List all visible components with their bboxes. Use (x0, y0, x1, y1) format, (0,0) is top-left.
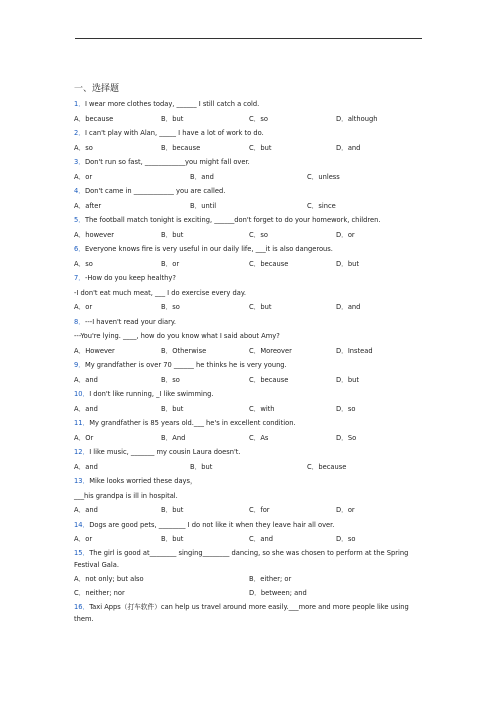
option-b[interactable]: B．but (161, 230, 184, 239)
question-number: 8． (74, 317, 85, 326)
question-text: I can't play with Alan, _____ I have a lot of work to do. (84, 129, 264, 137)
question-4 (74, 184, 426, 199)
option-b[interactable]: B．but (161, 404, 184, 413)
options-8 (74, 344, 426, 359)
question-number: 16． (74, 602, 90, 611)
question-number: 10． (74, 390, 90, 398)
question-text: Everyone knows fire is very useful in our daily life, ___it is also dangerous. (84, 245, 333, 253)
option-b[interactable]: B．until (190, 201, 217, 210)
option-a[interactable]: A．and (74, 506, 98, 514)
option-d[interactable]: D．so (336, 404, 356, 413)
question-number: 12． (74, 448, 90, 456)
option-c[interactable]: C．but (249, 303, 272, 311)
option-a[interactable]: A．not only; but also (74, 574, 144, 583)
question-text: I wear more clothes today, ______ I still catch a cold. (84, 100, 260, 108)
option-a[interactable]: A．so (74, 143, 93, 152)
option-b[interactable]: B．and (190, 172, 214, 181)
option-d[interactable]: D．Instead (336, 346, 373, 355)
question-13 (74, 474, 426, 489)
options-6 (74, 257, 426, 272)
option-c[interactable]: C．As (249, 433, 269, 442)
option-c[interactable]: C．since (307, 201, 336, 210)
option-d[interactable]: D．but (336, 259, 359, 268)
option-a[interactable]: A．because (74, 114, 114, 123)
options-15-row-2 (74, 586, 426, 601)
option-c[interactable]: C．because (249, 375, 289, 384)
option-c[interactable]: C．unless (307, 172, 340, 181)
question-10 (74, 387, 426, 402)
options-10 (74, 402, 426, 417)
option-a[interactable]: A．or (74, 535, 93, 543)
options-15-row-1 (74, 572, 426, 587)
question-text: Don't came in ____________ you are called. (84, 187, 226, 195)
option-a[interactable]: A．or (74, 303, 93, 311)
question-number: 6． (74, 245, 85, 253)
question-3 (74, 155, 426, 170)
question-text: The football match tonight is exciting, ______don't forget to do your homework, children. (84, 216, 381, 224)
question-number: 14． (74, 520, 90, 529)
option-a[interactable]: A．and (74, 375, 98, 384)
question-number: 7． (74, 274, 85, 282)
option-c[interactable]: C．because (307, 462, 347, 471)
options-2 (74, 141, 426, 156)
option-b[interactable]: B．but (161, 535, 184, 543)
options-13 (74, 503, 426, 518)
question-7-line-2: -I don't eat much meat, ___ I do exercise every day. (74, 288, 246, 297)
options-7 (74, 300, 426, 315)
question-number: 1． (74, 100, 85, 108)
header-rule (75, 38, 422, 39)
option-c[interactable]: C．but (249, 143, 272, 152)
question-number: 9． (74, 361, 85, 369)
option-b[interactable]: B．but (161, 506, 184, 514)
options-14 (74, 532, 426, 547)
options-12 (74, 460, 426, 475)
question-12 (74, 445, 426, 460)
option-d[interactable]: D．or (336, 506, 355, 514)
question-number: 11． (74, 419, 90, 427)
question-text: -How do you keep healthy? (84, 274, 176, 282)
option-d[interactable]: D．So (336, 433, 357, 442)
question-13-line-2: ___his grandpa is ill in hospital. (74, 491, 178, 500)
option-a[interactable]: A．or (74, 172, 93, 181)
option-a[interactable]: A．so (74, 259, 93, 268)
option-d[interactable]: D．although (336, 114, 378, 123)
option-c[interactable]: C．because (249, 259, 289, 268)
question-6 (74, 242, 426, 257)
question-9 (74, 358, 426, 373)
options-3 (74, 170, 426, 185)
option-d[interactable]: D．and (336, 303, 361, 311)
option-b[interactable]: B．or (161, 259, 180, 268)
options-1 (74, 112, 426, 127)
question-text: Taxi Apps（打车软件）can help us travel around more easily.___more and more people like using them. (74, 602, 409, 623)
option-b[interactable]: B．And (161, 433, 186, 442)
option-b[interactable]: B．either; or (249, 574, 292, 583)
option-b[interactable]: B．Otherwise (161, 346, 207, 355)
option-a[interactable]: A．Or (74, 433, 94, 442)
option-a[interactable]: A．and (74, 404, 98, 413)
question-number: 3． (74, 158, 85, 166)
question-15 (74, 547, 426, 572)
question-text: My grandfather is 85 years old.___ he's in excellent condition. (89, 419, 296, 427)
question-16 (74, 601, 426, 626)
options-4 (74, 199, 426, 214)
option-c[interactable]: C．with (249, 404, 275, 413)
option-c[interactable]: C．so (249, 114, 268, 123)
option-d[interactable]: D．and (336, 143, 361, 152)
option-a[interactable]: A．However (74, 346, 115, 355)
question-text: I don't like running, _I like swimming. (89, 390, 214, 398)
option-a[interactable]: A．and (74, 462, 98, 471)
option-c[interactable]: C．neither; nor (74, 589, 125, 597)
question-text: The girl is good at________ singing________ dancing, so she was chosen to perform at the Spring Festival Gala. (74, 548, 409, 569)
question-text: My grandfather is over 70 ______ he thinks he is very young. (84, 361, 287, 369)
option-a[interactable]: A．however (74, 230, 114, 239)
options-5 (74, 228, 426, 243)
section-title: 一、选择题 (74, 84, 120, 94)
question-7 (74, 271, 426, 286)
options-11 (74, 431, 426, 446)
option-a[interactable]: A．after (74, 201, 102, 210)
question-number: 15． (74, 548, 90, 557)
question-number: 2． (74, 129, 85, 137)
question-text: ---I haven't read your diary. (84, 317, 176, 326)
question-text: Mike looks worried these days， (89, 477, 197, 485)
question-number: 13． (74, 477, 90, 485)
option-b[interactable]: B．but (190, 462, 213, 471)
question-11 (74, 416, 426, 431)
question-8-line-2: ---You're lying. ____, how do you know what I said about Amy? (74, 332, 280, 340)
option-b[interactable]: B．but (161, 114, 184, 123)
option-c[interactable]: C．Moreover (249, 346, 292, 355)
option-b[interactable]: B．so (161, 303, 180, 311)
option-b[interactable]: B．because (161, 143, 201, 152)
option-c[interactable]: C．for (249, 506, 270, 514)
option-d[interactable]: D．or (336, 230, 355, 239)
question-text: I like music, _______ my cousin Laura doesn't. (89, 448, 241, 456)
option-d[interactable]: D．but (336, 375, 359, 384)
question-text: Dogs are good pets, ________ I do not like it when they leave hair all over. (89, 520, 335, 529)
option-c[interactable]: C．so (249, 230, 268, 239)
question-number: 5． (74, 216, 85, 224)
question-1 (74, 97, 426, 112)
question-list (74, 83, 426, 626)
option-d[interactable]: D．so (336, 535, 356, 543)
options-9 (74, 373, 426, 388)
question-text: Don't run so fast, ____________you might fall over. (84, 158, 250, 166)
question-8 (74, 315, 426, 330)
question-number: 4． (74, 187, 85, 195)
option-c[interactable]: C．and (249, 535, 273, 543)
question-14 (74, 518, 426, 533)
option-b[interactable]: B．so (161, 375, 180, 384)
question-5 (74, 213, 426, 228)
option-d[interactable]: D．between; and (249, 589, 307, 597)
question-2 (74, 126, 426, 141)
